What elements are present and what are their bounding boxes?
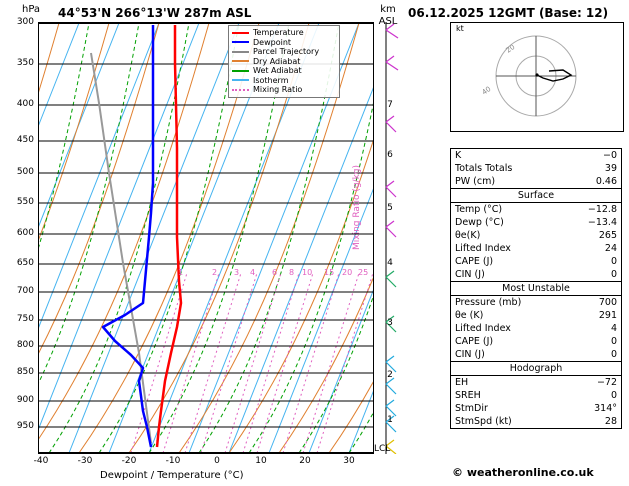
row-key: CIN (J) bbox=[455, 269, 485, 280]
y-tick-900: 900 bbox=[16, 395, 34, 405]
km-tick-2: 2 bbox=[387, 370, 393, 380]
x-tick-0: 0 bbox=[214, 456, 220, 466]
row-key: θe (K) bbox=[455, 310, 484, 321]
row-value: 265 bbox=[598, 230, 617, 241]
legend-swatch-wet-adiabat bbox=[232, 70, 249, 72]
row-value: 700 bbox=[598, 297, 617, 308]
y-tick-800: 800 bbox=[16, 340, 34, 350]
legend-item-isotherm bbox=[232, 76, 336, 86]
sounding-indices-table bbox=[450, 148, 622, 429]
x-tick--30: -30 bbox=[77, 456, 93, 466]
legend-swatch-temperature bbox=[232, 32, 249, 34]
y-tick-700: 700 bbox=[16, 286, 34, 296]
mixing-ratio-axis-label: Mixing Ratio (g/kg) bbox=[352, 164, 362, 250]
svg-text:20: 20 bbox=[504, 42, 517, 55]
station-title: 44°53'N 266°13'W 287m ASL bbox=[58, 6, 252, 20]
y-tick-500: 500 bbox=[16, 167, 34, 177]
row-value: −12.8 bbox=[587, 204, 617, 215]
section-header-hodograph: Hodograph bbox=[451, 361, 621, 376]
copyright-footer bbox=[452, 466, 594, 479]
km-tick-1: 1 bbox=[387, 415, 393, 425]
row-value: 0 bbox=[610, 390, 617, 401]
legend-label-isotherm: Isotherm bbox=[253, 75, 289, 85]
row-key: Lifted Index bbox=[455, 243, 511, 254]
row-key: CAPE (J) bbox=[455, 336, 494, 347]
legend-label-temperature: Temperature bbox=[253, 28, 304, 37]
legend-item-temperature bbox=[232, 28, 336, 38]
table-row bbox=[451, 296, 621, 309]
row-value: 0 bbox=[610, 349, 617, 360]
y-tick-450: 450 bbox=[16, 135, 34, 145]
mixing-ratio-value-2: 2 bbox=[212, 268, 218, 277]
legend-item-wet-adiabat bbox=[232, 66, 336, 76]
y-tick-300: 300 bbox=[16, 17, 34, 27]
row-key: Pressure (mb) bbox=[455, 297, 522, 308]
row-key: StmDir bbox=[455, 403, 488, 414]
row-value: 314° bbox=[594, 403, 617, 414]
table-row bbox=[451, 402, 621, 415]
legend-label-parcel-trajectory: Parcel Trajectory bbox=[253, 47, 320, 56]
chart-legend bbox=[228, 25, 340, 98]
row-key: PW (cm) bbox=[455, 176, 496, 187]
x-tick--40: -40 bbox=[33, 456, 49, 466]
table-row bbox=[451, 149, 621, 162]
table-row bbox=[451, 309, 621, 322]
x-tick-30: 30 bbox=[343, 456, 355, 466]
row-key: EH bbox=[455, 377, 469, 388]
asl-axis-label: ASL bbox=[378, 16, 398, 27]
dewpoint-line bbox=[103, 25, 153, 447]
row-value: −13.4 bbox=[587, 217, 617, 228]
legend-label-wet-adiabat: Wet Adiabat bbox=[253, 66, 302, 75]
mixing-ratio-value-1: 1 bbox=[178, 268, 184, 277]
row-value: −72 bbox=[596, 377, 617, 388]
legend-label-mixing-ratio: Mixing Ratio bbox=[253, 85, 303, 94]
row-value: 0 bbox=[610, 256, 617, 267]
x-axis-title: Dewpoint / Temperature (°C) bbox=[100, 470, 244, 481]
y-tick-950: 950 bbox=[16, 421, 34, 431]
row-key: Dewp (°C) bbox=[455, 217, 504, 228]
table-row bbox=[451, 322, 621, 335]
km-tick-7: 7 bbox=[387, 100, 393, 110]
y-tick-400: 400 bbox=[16, 99, 34, 109]
row-value: 0.46 bbox=[595, 176, 617, 187]
legend-item-parcel-trajectory bbox=[232, 47, 336, 57]
parcel-trajectory-line bbox=[91, 53, 151, 443]
km-tick-6: 6 bbox=[387, 150, 393, 160]
mixing-ratio-value-15: 15 bbox=[324, 268, 335, 277]
mixing-ratio-value-6: 6 bbox=[272, 268, 278, 277]
legend-swatch-mixing-ratio bbox=[232, 89, 249, 91]
date-title: 06.12.2025 12GMT (Base: 12) bbox=[408, 6, 609, 20]
copyright-text: © weatheronline.co.uk bbox=[452, 466, 594, 479]
y-tick-850: 850 bbox=[16, 367, 34, 377]
x-tick-10: 10 bbox=[255, 456, 267, 466]
km-axis bbox=[374, 22, 400, 454]
table-row bbox=[451, 242, 621, 255]
mixing-ratio-value-25: 25 bbox=[358, 268, 369, 277]
km-tick-4: 4 bbox=[387, 258, 393, 268]
row-value: 4 bbox=[610, 323, 617, 334]
y-tick-750: 750 bbox=[16, 314, 34, 324]
km-tick-5: 5 bbox=[387, 203, 393, 213]
table-row bbox=[451, 389, 621, 402]
mixing-ratio-value-10: 10 bbox=[302, 268, 313, 277]
row-value: 24 bbox=[604, 243, 617, 254]
table-row bbox=[451, 162, 621, 175]
hodograph-unit-label: kt bbox=[456, 24, 464, 33]
legend-swatch-parcel-trajectory bbox=[232, 51, 249, 53]
y-tick-600: 600 bbox=[16, 228, 34, 238]
legend-swatch-dry-adiabat bbox=[232, 60, 249, 62]
km-axis-label: km bbox=[380, 4, 396, 15]
svg-text:40: 40 bbox=[480, 84, 493, 97]
row-value: 291 bbox=[598, 310, 617, 321]
legend-swatch-isotherm bbox=[232, 79, 249, 81]
row-key: K bbox=[455, 150, 462, 161]
table-row bbox=[451, 229, 621, 242]
row-key: CIN (J) bbox=[455, 349, 485, 360]
mixing-ratio-value-8: 8 bbox=[289, 268, 295, 277]
x-tick--10: -10 bbox=[165, 456, 181, 466]
legend-label-dry-adiabat: Dry Adiabat bbox=[253, 56, 301, 66]
row-key: CAPE (J) bbox=[455, 256, 494, 267]
row-key: Totals Totals bbox=[455, 163, 513, 174]
table-row bbox=[451, 335, 621, 348]
row-value: 28 bbox=[604, 416, 617, 427]
km-tick-3: 3 bbox=[387, 318, 393, 328]
legend-label-dewpoint: Dewpoint bbox=[253, 37, 292, 47]
row-value: 0 bbox=[610, 269, 617, 280]
table-row bbox=[451, 203, 621, 216]
x-tick-20: 20 bbox=[299, 456, 311, 466]
hodograph-chart bbox=[450, 22, 624, 132]
mixing-ratio-value-4: 4 bbox=[250, 268, 256, 277]
temperature-line bbox=[157, 25, 184, 447]
legend-item-dewpoint bbox=[232, 38, 336, 48]
row-value: 39 bbox=[604, 163, 617, 174]
row-key: Lifted Index bbox=[455, 323, 511, 334]
legend-item-mixing-ratio bbox=[232, 85, 336, 95]
row-key: SREH bbox=[455, 390, 481, 401]
table-row bbox=[451, 175, 621, 188]
x-tick--20: -20 bbox=[121, 456, 137, 466]
lcl-label: LCL bbox=[374, 444, 391, 454]
y-tick-550: 550 bbox=[16, 197, 34, 207]
legend-item-dry-adiabat bbox=[232, 57, 336, 67]
section-header-most-unstable: Most Unstable bbox=[451, 281, 621, 296]
table-row bbox=[451, 268, 621, 281]
table-row bbox=[451, 255, 621, 268]
section-header-surface: Surface bbox=[451, 188, 621, 203]
table-row bbox=[451, 415, 621, 428]
table-row bbox=[451, 216, 621, 229]
table-row bbox=[451, 376, 621, 389]
pressure-unit-label: hPa bbox=[22, 4, 41, 15]
y-tick-650: 650 bbox=[16, 258, 34, 268]
row-value: 0 bbox=[610, 336, 617, 347]
row-value: −0 bbox=[602, 150, 617, 161]
y-tick-350: 350 bbox=[16, 58, 34, 68]
row-key: Temp (°C) bbox=[455, 204, 503, 215]
row-key: θe(K) bbox=[455, 230, 481, 241]
table-row bbox=[451, 348, 621, 361]
mixing-ratio-value-20: 20 bbox=[342, 268, 353, 277]
mixing-ratio-value-3: 3 bbox=[234, 268, 240, 277]
row-key: StmSpd (kt) bbox=[455, 416, 512, 427]
legend-swatch-dewpoint bbox=[232, 41, 249, 43]
